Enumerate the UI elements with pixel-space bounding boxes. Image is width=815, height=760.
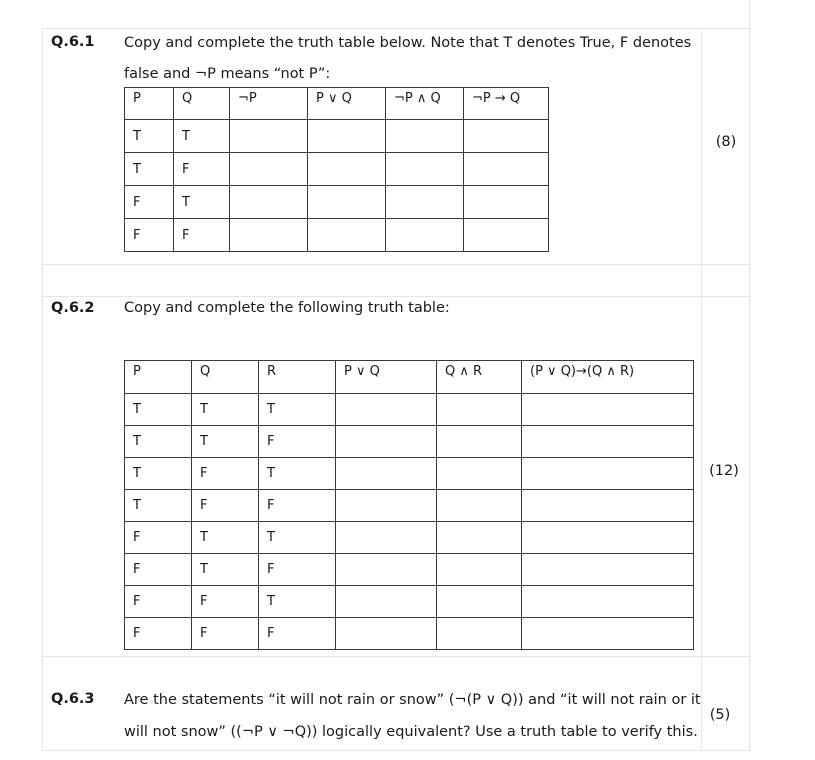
table-cell: F [174,153,230,186]
table-row [125,153,549,186]
header-cell: P ∨ Q [336,361,437,394]
table-cell [437,554,522,586]
table-cell [522,586,694,618]
table-cell: T [192,394,259,426]
table-cell [386,219,464,252]
table-cell [230,186,308,219]
table-cell: F [125,522,192,554]
question-number: Q.6.2 [51,300,95,316]
table-cell: T [125,458,192,490]
grid-line [42,264,750,265]
table-cell: T [125,120,174,153]
table-cell [336,426,437,458]
header-cell: P ∨ Q [308,88,386,120]
truth-table-1 [124,87,549,252]
table-cell: F [259,490,336,522]
table-cell [464,219,549,252]
header-cell: ¬P [230,88,308,120]
table-row [125,554,694,586]
question-text-line: Are the statements “it will not rain or snow” (¬(P ∨ Q)) and “it will not rain or it [124,692,701,708]
header-cell: Q [192,361,259,394]
table-row [125,522,694,554]
table-cell [230,120,308,153]
table-cell [522,394,694,426]
header-cell: Q [174,88,230,120]
table-cell [464,153,549,186]
table-cell [522,458,694,490]
grid-line [42,28,43,750]
table-cell: T [174,186,230,219]
table-row [125,186,549,219]
table-cell [464,186,549,219]
table-cell [386,153,464,186]
table-cell [336,586,437,618]
table-cell [336,458,437,490]
table-cell [336,394,437,426]
table-cell: T [125,490,192,522]
table-cell: F [174,219,230,252]
grid-line [749,0,750,752]
table-cell [522,490,694,522]
table-cell [230,219,308,252]
table-row [125,618,694,650]
table-cell [308,120,386,153]
marks: (5) [709,707,731,723]
table-cell: T [259,394,336,426]
table-cell [336,522,437,554]
grid-line [42,656,750,657]
question-text-line: false and ¬P means “not P”: [124,66,331,82]
table-cell [437,426,522,458]
question-text: Copy and complete the following truth table: [124,300,450,316]
grid-line [42,750,750,751]
table-row [125,120,549,153]
table-cell [230,153,308,186]
question-number: Q.6.1 [51,34,95,50]
table-cell: T [125,426,192,458]
question-text [124,28,691,90]
table-cell: T [192,426,259,458]
table-row [125,394,694,426]
table-header-row [125,361,694,394]
table-cell [386,186,464,219]
table-cell: T [259,522,336,554]
table-cell [522,522,694,554]
table-cell: F [125,618,192,650]
table-cell [437,618,522,650]
table-cell: F [192,458,259,490]
table-row [125,586,694,618]
table-cell: T [192,554,259,586]
table-cell [437,394,522,426]
truth-table-2 [124,360,694,650]
header-cell: R [259,361,336,394]
table-cell: F [125,186,174,219]
marks: (12) [709,463,739,479]
table-cell [437,458,522,490]
table-row [125,490,694,522]
table-cell: T [259,458,336,490]
header-cell: (P ∨ Q)→(Q ∧ R) [522,361,694,394]
table-cell: F [125,219,174,252]
table-cell: F [125,554,192,586]
table-cell: F [259,554,336,586]
table-cell [308,219,386,252]
question-number: Q.6.3 [51,691,95,707]
question-text-line: will not snow” ((¬P ∨ ¬Q)) logically equivalent? Use a truth table to verify this. [124,724,698,740]
table-cell [437,522,522,554]
table-cell: F [192,618,259,650]
table-cell [308,153,386,186]
header-cell: P [125,361,192,394]
marks: (8) [715,134,737,150]
table-cell [522,618,694,650]
table-cell [386,120,464,153]
table-cell: F [192,490,259,522]
question-text [124,684,701,748]
table-row [125,426,694,458]
table-cell: T [125,394,192,426]
table-cell: F [192,586,259,618]
table-cell: T [259,586,336,618]
header-cell: ¬P → Q [464,88,549,120]
table-cell [437,490,522,522]
question-text-line: Copy and complete the truth table below. Note that T denotes True, F denotes [124,35,692,51]
table-cell [336,554,437,586]
table-header-row [125,88,549,120]
header-cell: P [125,88,174,120]
table-cell [464,120,549,153]
table-cell: F [259,618,336,650]
table-cell [522,426,694,458]
table-row [125,219,549,252]
header-cell: ¬P ∧ Q [386,88,464,120]
table-cell [308,186,386,219]
table-cell: T [125,153,174,186]
table-row [125,458,694,490]
table-cell [336,490,437,522]
table-cell: F [259,426,336,458]
table-cell [437,586,522,618]
table-cell [336,618,437,650]
table-cell [522,554,694,586]
header-cell: Q ∧ R [437,361,522,394]
table-cell: T [192,522,259,554]
table-cell: T [174,120,230,153]
table-cell: F [125,586,192,618]
